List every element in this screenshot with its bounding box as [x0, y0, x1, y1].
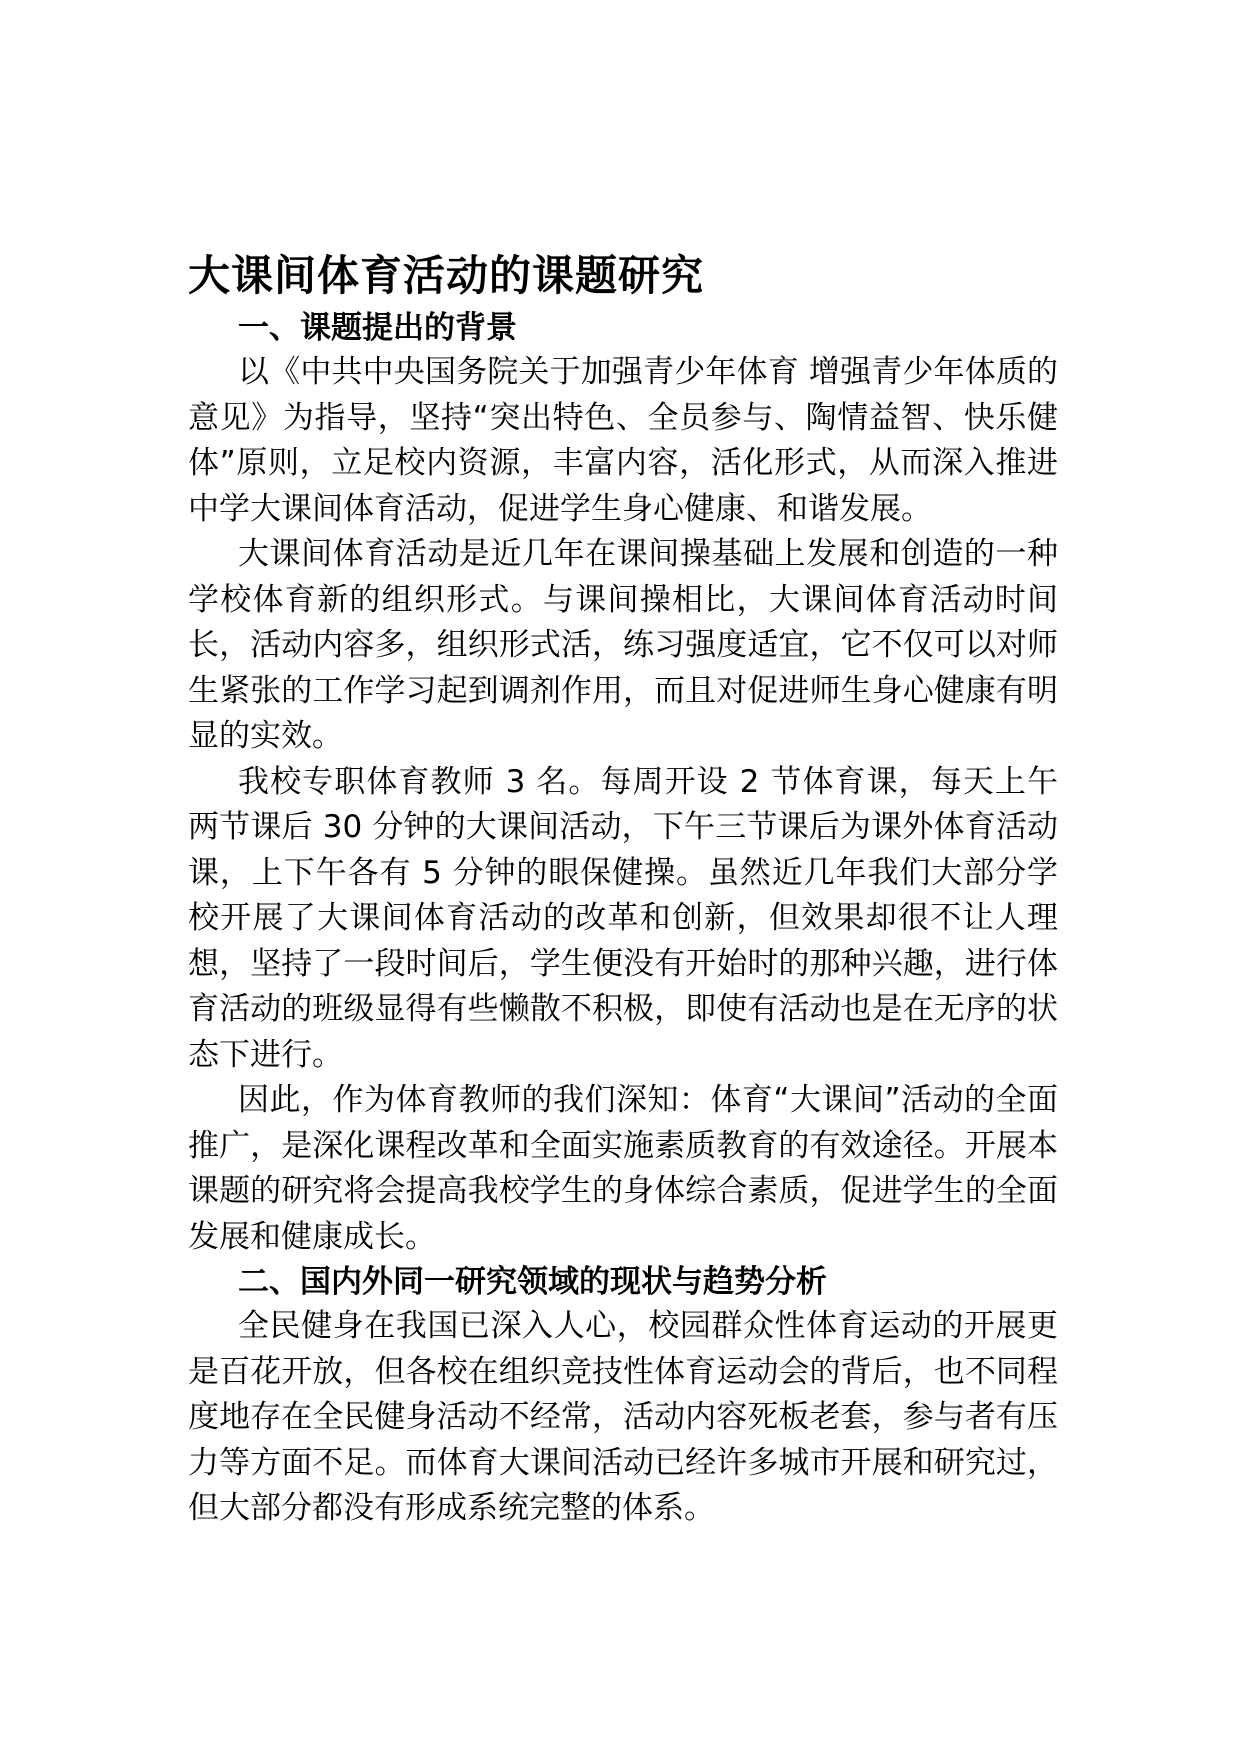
document-title: 大课间体育活动的课题研究 [188, 251, 705, 300]
paragraph-guidance: 以《中共中央国务院关于加强青少年体育 增强青少年体质的意见》为指导，坚持“突出特色、全员参与、陶情益智、快乐健体”原则，立足校内资源，丰富内容，活化形式，从而深入推进中学大课间体育活动，促进学生身心健康、和谐发展。 [188, 354, 1058, 527]
section-heading-background: 一、课题提出的背景 [238, 310, 517, 346]
document-body [188, 248, 1058, 1532]
paragraph-conclusion: 因此，作为体育教师的我们深知：体育“大课间”活动的全面推广，是深化课程改革和全面实施素质教育的有效途径。开展本课题的研究将会提高我校学生的身体综合素质，促进学生的全面发展和健康成长。 [188, 1082, 1058, 1255]
paragraph-definition: 大课间体育活动是近几年在课间操基础上发展和创造的一种学校体育新的组织形式。与课间操相比，大课间体育活动时间长，活动内容多，组织形式活，练习强度适宜，它不仅可以对师生紧张的工作学习起到调剂作用，而且对促进师生身心健康有明显的实效。 [188, 536, 1058, 754]
paragraph-national-status: 全民健身在我国已深入人心，校园群众性体育运动的开展更是百花开放，但各校在组织竞技性体育运动会的背后，也不同程度地存在全民健身活动不经常，活动内容死板老套，参与者有压力等方面不足。而体育大课间活动已经许多城市开展和研究过，但大部分都没有形成系统完整的体系。 [188, 1308, 1058, 1526]
section-heading-status-trends: 二、国内外同一研究领域的现状与趋势分析 [238, 1264, 827, 1300]
paragraph-school-status: 我校专职体育教师 3 名。每周开设 2 节体育课，每天上午两节课后 30 分钟的大课间活动，下午三节课后为课外体育活动课，上下午各有 5 分钟的眼保健操。虽然近几年我们大部分学校开展了大课间体育活动的改革和创新，但效果却很不让人理想，坚持了一段时间后，学生便没有开始时的那种兴趣，进行体育活动的班级显得有些懒散不积极，即使有活动也是在无序的状态下进行。 [188, 763, 1058, 1073]
